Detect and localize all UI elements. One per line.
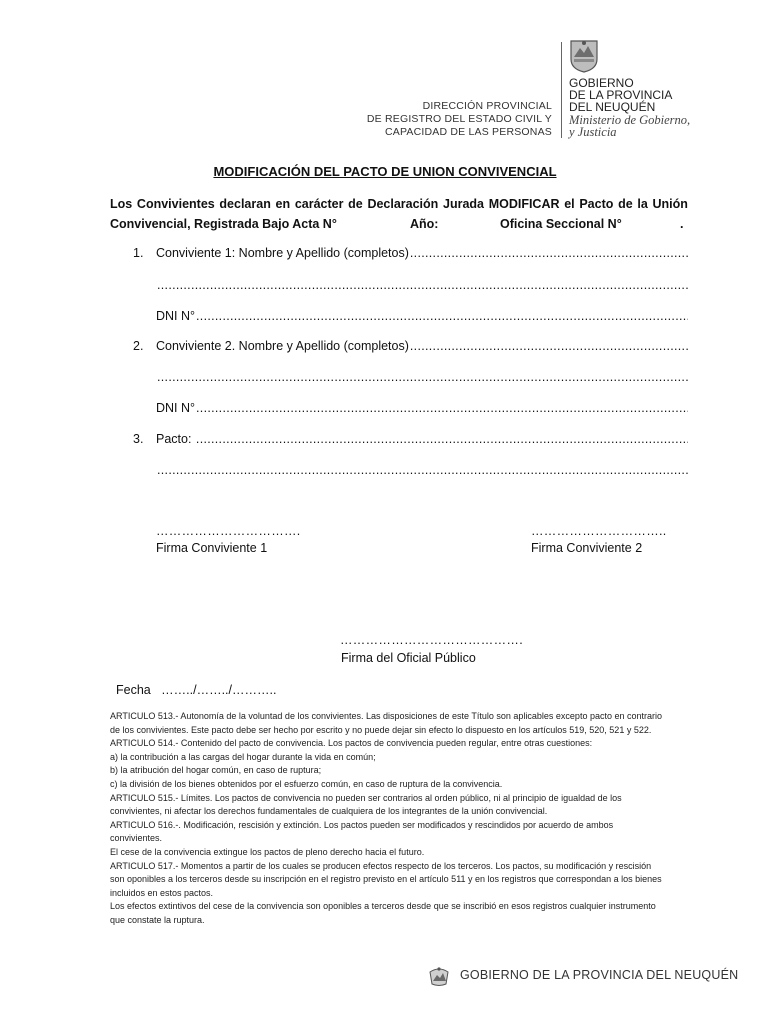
fecha-field[interactable]: Fecha ……../……../……….. — [116, 683, 277, 697]
intro-word: MODIFICAR — [488, 197, 560, 211]
intro-word: Jurada — [443, 197, 484, 211]
article-line: incluidos en estos pactos. — [110, 887, 214, 898]
article-line: ARTICULO 516.-. Modificación, rescisión y extinción. Los pactos pueden ser modificados y rescindidos por acuerdo de ambos — [110, 819, 614, 830]
signature-line-oficial[interactable]: ……………………………………. — [340, 633, 523, 647]
fill-line — [410, 339, 688, 355]
fill-line — [157, 278, 688, 294]
legal-articles — [110, 710, 695, 928]
fill-line — [196, 401, 688, 417]
signature-line-2[interactable]: ………………………….. — [531, 524, 667, 538]
conviviente-2-name-continuation[interactable] — [156, 370, 688, 386]
intro-word: de — [618, 197, 633, 211]
article-line: ARTICULO 514.- Contenido del pacto de convivencia. Los pactos de convivencia pueden regular, entre otras cuestiones: — [110, 738, 593, 749]
direccion-provincial-heading — [360, 100, 552, 139]
fill-line — [157, 463, 688, 479]
article-line: que constate la ruptura. — [110, 914, 205, 925]
footer-government-name: GOBIERNO DE LA PROVINCIA DEL NEUQUÉN — [460, 968, 739, 982]
ministerio-line: y Justicia — [569, 125, 617, 139]
intro-word: Unión — [652, 197, 688, 211]
conviviente-1-dni-field[interactable] — [156, 309, 688, 325]
gobierno-provincia-heading — [569, 77, 672, 113]
article-line: ARTICULO 513.- Autonomía de la voluntad de los convivientes. Las disposiciones de este Título son aplicables excepto pacto en contrario — [110, 711, 662, 721]
intro-word: Declaración — [367, 197, 439, 211]
direccion-line: DIRECCIÓN PROVINCIAL — [422, 100, 552, 112]
pacto-label: Pacto: — [156, 432, 195, 446]
intro-word: Los — [110, 197, 133, 211]
fill-line — [157, 370, 688, 386]
signature-label-1: Firma Conviviente 1 — [156, 541, 268, 555]
gobierno-line: DE LA PROVINCIA — [569, 88, 673, 102]
article-line: El cese de la convivencia extingue los pactos de pleno derecho hacia el futuro. — [110, 846, 425, 857]
header-divider — [561, 42, 562, 138]
direccion-line: CAPACIDAD DE LAS PERSONAS — [384, 126, 552, 138]
article-line: convivientes, ni afectar los derechos fundamentales de cualquiera de los integrantes de la unión convivencial. — [110, 806, 548, 817]
intro-line-1 — [110, 194, 688, 214]
conviviente-1-name-field[interactable] — [133, 246, 688, 262]
fill-line — [196, 432, 688, 448]
intro-word: Pacto — [579, 197, 614, 211]
intro-word: Convivientes — [136, 197, 215, 211]
signature-label-2: Firma Conviviente 2 — [531, 541, 643, 555]
conviviente-2-name-field[interactable] — [133, 339, 688, 355]
dni-label: DNI N° — [156, 309, 196, 323]
pacto-field[interactable] — [133, 432, 688, 448]
pacto-continuation[interactable] — [156, 463, 688, 479]
conviviente-1-label: Conviviente 1: Nombre y Apellido (completos) — [156, 246, 409, 260]
article-line: ARTICULO 517.- Momentos a partir de los cuales se producen efectos respecto de los terceros. Los pactos, su modificación y rescisión — [110, 860, 652, 871]
intro-period: . — [680, 217, 684, 231]
article-line: c) la división de los bienes obtenidos por el esfuerzo común, en caso de ruptura de la convivencia. — [110, 778, 503, 789]
provincial-seal-icon — [569, 37, 599, 73]
gobierno-line: DEL NEUQUÉN — [569, 100, 656, 114]
fill-line — [410, 246, 688, 262]
dni-label: DNI N° — [156, 401, 196, 415]
gobierno-line: GOBIERNO — [569, 76, 634, 90]
intro-word: la — [637, 197, 648, 211]
direccion-line: DE REGISTRO DEL ESTADO CIVIL Y — [366, 113, 552, 125]
intro-word: carácter — [294, 197, 344, 211]
article-line: Los efectos extintivos del cese de la convivencia son oponibles a terceros desde que se inscribió en esos registros cualquier instrumento — [110, 901, 656, 912]
intro-word: declaran — [219, 197, 271, 211]
intro-word: en — [275, 197, 291, 211]
ministerio-heading — [569, 114, 690, 138]
intro-declaration — [110, 194, 688, 234]
oficina-seccional-label: Oficina Seccional N° — [500, 217, 622, 231]
conviviente-2-label: Conviviente 2. Nombre y Apellido (completos) — [156, 339, 409, 353]
article-line: son oponibles a los terceros desde su inscripción en el registro previsto en el artículo 511 y en los registros que correspondan a los bienes — [110, 874, 662, 885]
article-line: de los convivientes. Este pacto debe ser hecho por escrito y no puede dejar sin efecto lo dispuesto en los artículos 519, 520, 521 y 522. — [110, 724, 652, 735]
acta-label: Convivencial, Registrada Bajo Acta N° — [110, 217, 337, 231]
fill-line — [196, 309, 688, 325]
ministerio-line: Ministerio de Gobierno, — [569, 113, 691, 127]
article-line: b) la atribución del hogar común, en caso de ruptura; — [110, 765, 322, 776]
provincial-seal-icon — [427, 964, 451, 988]
document-title: MODIFICACIÓN DEL PACTO DE UNION CONVIVENCIAL — [213, 164, 557, 179]
article-line: convivientes. — [110, 833, 163, 844]
intro-line-2 — [110, 214, 688, 234]
anio-label: Año: — [410, 217, 439, 231]
article-line: a) la contribución a las cargas del hogar durante la vida en común; — [110, 751, 376, 762]
item-number: 2. — [133, 339, 144, 353]
signature-line-1[interactable]: ……………………………. — [156, 524, 301, 538]
item-number: 3. — [133, 432, 144, 446]
conviviente-2-dni-field[interactable] — [156, 401, 688, 417]
article-line: ARTICULO 515.- Límites. Los pactos de convivencia no pueden ser contrarios al orden público, ni al principio de igualdad de los — [110, 792, 622, 803]
item-number: 1. — [133, 246, 144, 260]
intro-word: el — [564, 197, 575, 211]
intro-word: de — [348, 197, 363, 211]
conviviente-1-name-continuation[interactable] — [156, 278, 688, 294]
signature-label-oficial: Firma del Oficial Público — [341, 651, 476, 665]
